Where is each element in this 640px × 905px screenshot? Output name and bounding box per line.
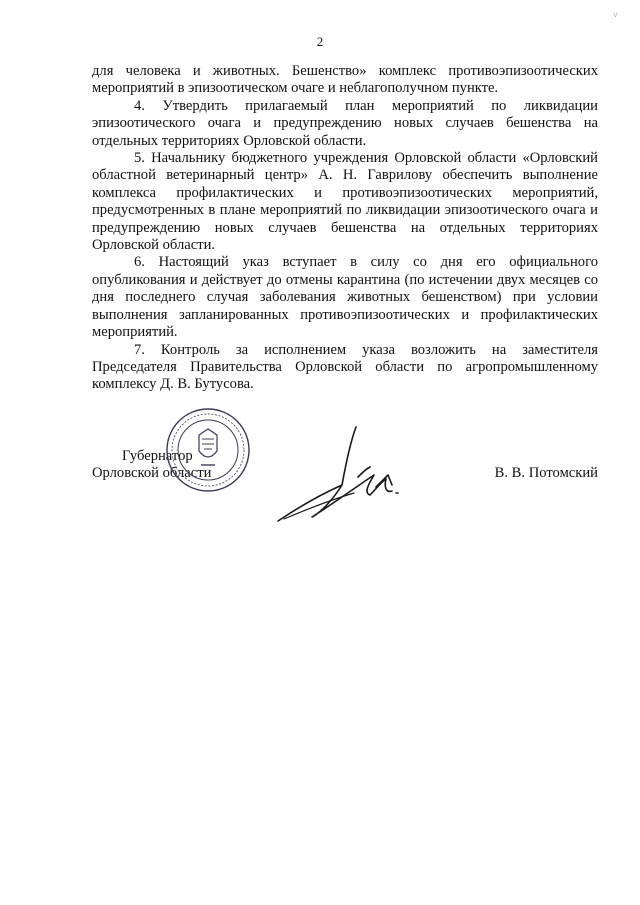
- governor-title: Губернатор: [122, 448, 193, 464]
- governor-name: В. В. Потомский: [494, 465, 598, 481]
- paragraph-item-6: 6. Настоящий указ вступает в силу со дня его официального опубликования и действует до отмены карантина (по истечении двух месяцев со дня последнего случая заболевания животных бешенством) при условии выполнения запланированных противоэпизоотических и профилактических мероприятий.: [92, 254, 598, 341]
- official-seal-icon: [165, 407, 251, 493]
- paragraph-item-7: 7. Контроль за исполнением указа возложить на заместителя Председателя Правительства Орловской области по агропромышленному комплексу Д. В. Бутусова.: [92, 341, 598, 393]
- signature-block: [92, 405, 598, 535]
- page-number: 2: [316, 34, 324, 49]
- corner-mark: ˅: [612, 10, 618, 20]
- paragraph-item-5: 5. Начальнику бюджетного учреждения Орловской области «Орловский областной ветеринарный центр» А. Н. Гаврилову обеспечить выполнение комплекса профилактических и противоэпизоотических мероприятий, предусмотренных в плане мероприятий по ликвидации эпизоотического очага и предупреждению новых случаев бешенства на отдельных территориях Орловской области.: [92, 150, 598, 254]
- governor-region: Орловской области: [92, 465, 212, 481]
- handwritten-signature-icon: [272, 423, 402, 533]
- paragraph-item-4: 4. Утвердить прилагаемый план мероприятий по ликвидации эпизоотического очага и предупреждению новых случаев бешенства на отдельных территориях Орловской области.: [92, 97, 598, 149]
- document-body: [92, 63, 598, 394]
- paragraph-continuation: для человека и животных. Бешенство» комплекс противоэпизоотических мероприятий в эпизоотическом очаге и неблагополучном пункте.: [92, 63, 598, 97]
